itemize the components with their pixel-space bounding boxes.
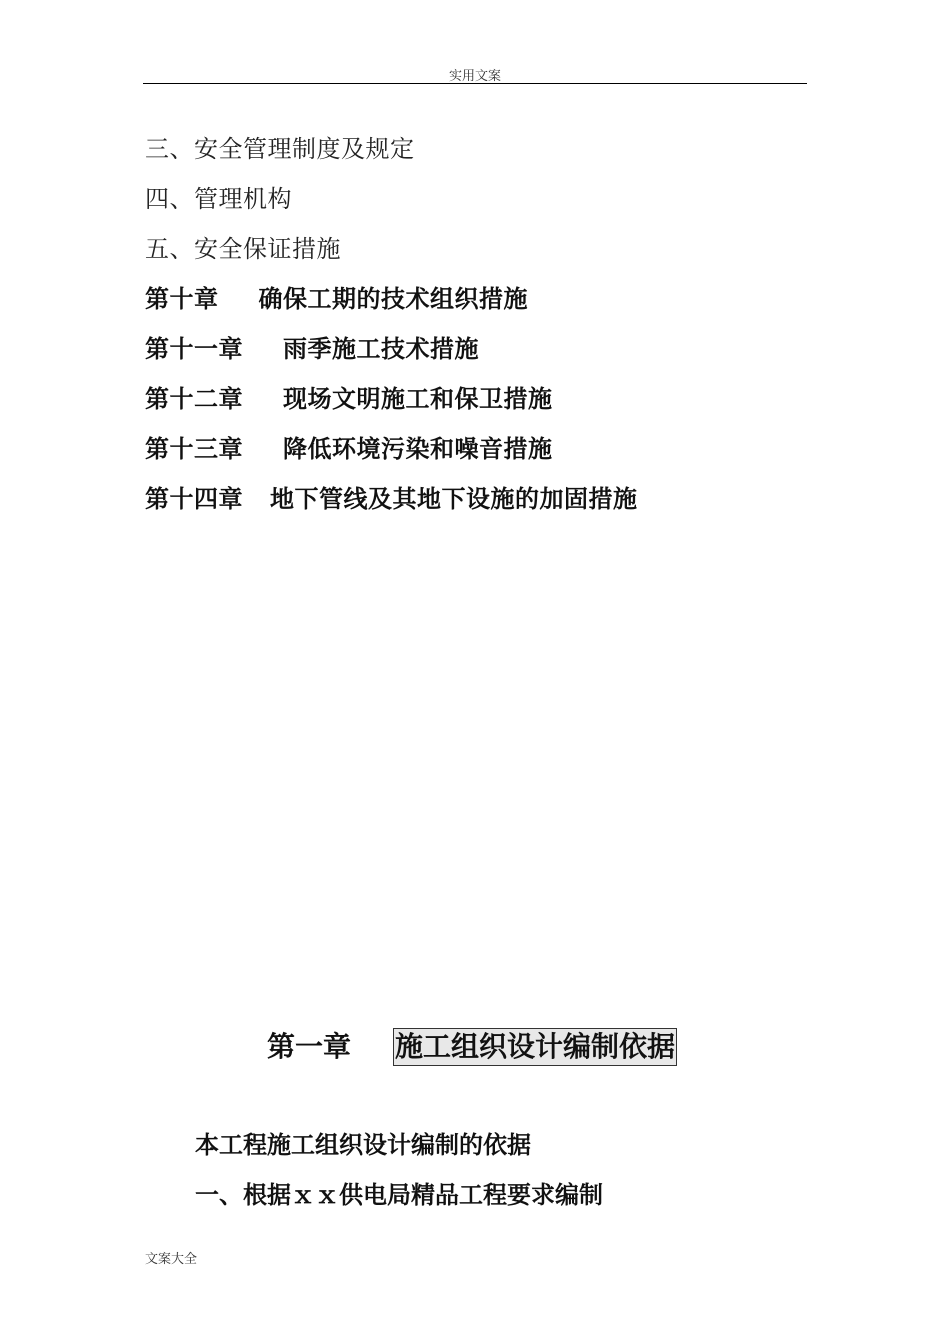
toc-item bbox=[145, 184, 292, 214]
toc-item-number: 三、 bbox=[145, 135, 194, 163]
toc-item-title: 雨季施工技术措施 bbox=[283, 334, 479, 363]
toc-item-number: 四、 bbox=[145, 185, 194, 213]
toc-chapter-item bbox=[145, 434, 553, 464]
toc-item-number: 第十二章 bbox=[145, 384, 243, 413]
toc-item bbox=[145, 234, 341, 264]
toc-item-title: 管理机构 bbox=[194, 185, 292, 213]
toc-item-number: 第十章 bbox=[145, 284, 219, 313]
toc-item-title: 现场文明施工和保卫措施 bbox=[283, 384, 553, 413]
section-item: 一、根据ｘｘ供电局精品工程要求编制 bbox=[195, 1180, 603, 1209]
chapter-title: 施工组织设计编制依据 bbox=[393, 1028, 677, 1066]
toc-chapter-item bbox=[145, 484, 638, 514]
toc-item-number: 第十一章 bbox=[145, 334, 243, 363]
toc-item-title: 地下管线及其地下设施的加固措施 bbox=[270, 484, 638, 513]
page-footer: 文案大全 bbox=[145, 1252, 198, 1267]
toc-chapter-item bbox=[145, 384, 553, 414]
section-intro: 本工程施工组织设计编制的依据 bbox=[195, 1130, 531, 1159]
toc-item-title: 降低环境污染和噪音措施 bbox=[283, 434, 553, 463]
toc-item-number: 第十三章 bbox=[145, 434, 243, 463]
chapter-number: 第一章 bbox=[267, 1030, 352, 1063]
header-text: 实用文案 bbox=[448, 69, 501, 84]
chapter-heading bbox=[267, 1028, 677, 1066]
toc-item-title: 安全保证措施 bbox=[194, 235, 341, 263]
toc-item-title: 安全管理制度及规定 bbox=[194, 135, 415, 163]
header-divider bbox=[143, 83, 807, 84]
toc-item-number: 第十四章 bbox=[145, 484, 243, 513]
toc-item-title: 确保工期的技术组织措施 bbox=[258, 284, 528, 313]
toc-chapter-item bbox=[145, 334, 479, 364]
toc-chapter-item bbox=[145, 284, 528, 314]
toc-item bbox=[145, 134, 415, 164]
toc-item-number: 五、 bbox=[145, 235, 194, 263]
